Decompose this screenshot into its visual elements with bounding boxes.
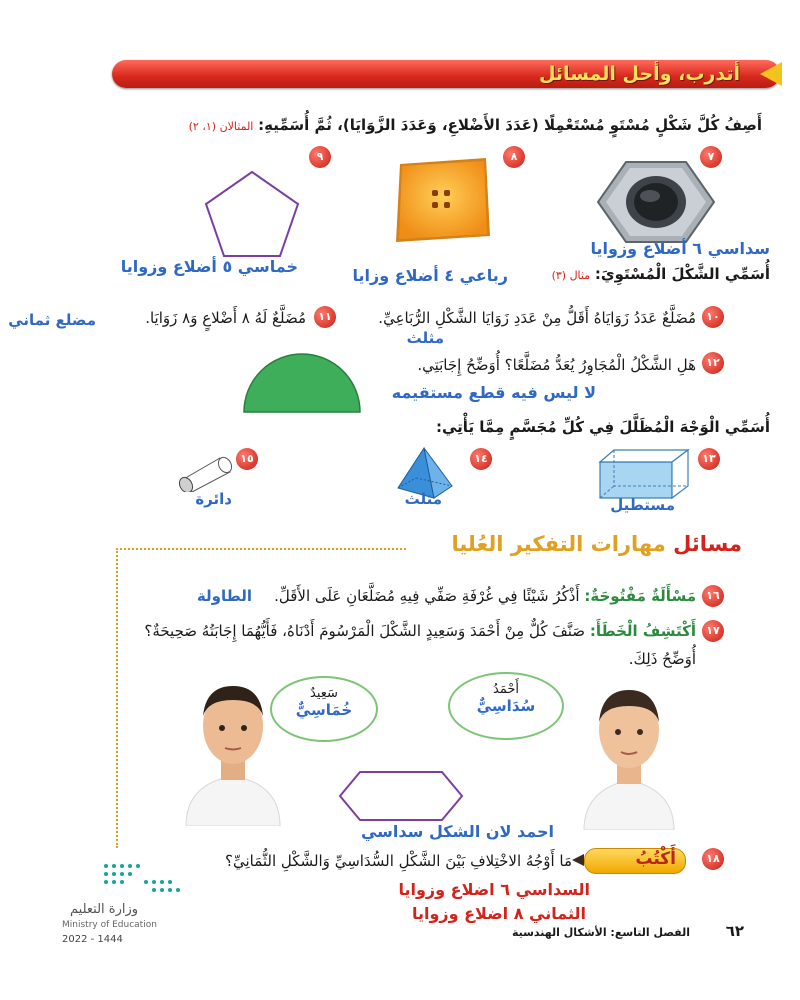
answer-11: مضلع ثماني: [8, 311, 96, 329]
saeed-speech-bubble: [270, 676, 378, 742]
ahmad-speech-bubble: [448, 672, 564, 740]
answer-8: رباعي ٤ أضلاع وزايا: [352, 266, 508, 285]
answer-18-line-1: السداسي ٦ اضلاع وزوايا: [398, 880, 590, 899]
name-section-ref: مثال (٣): [551, 269, 591, 282]
question-14-badge: ١٤: [470, 448, 492, 470]
question-11-badge: ١١: [314, 306, 336, 328]
answer-18-line-2: الثماني ٨ اضلاع وزوايا: [411, 904, 586, 923]
answer-13: مستطيل: [610, 496, 675, 514]
question-15-badge: ١٥: [236, 448, 258, 470]
header-title: أتدرب، وأحل المسائل: [538, 63, 740, 85]
ministry-logo-icon: [100, 860, 180, 894]
question-16-badge: ١٦: [702, 585, 724, 607]
question-7-badge: ٧: [700, 146, 722, 168]
instruction-ref: المثالان (١، ٢): [188, 120, 254, 133]
question-9-badge: ٩: [309, 146, 331, 168]
ahmad-name: أَحْمَدُ: [493, 682, 519, 697]
question-16-line: [274, 587, 696, 605]
question-17-line: [136, 622, 696, 640]
question-18-label: أَكْتُبُ: [635, 849, 676, 869]
square-tile-image: [392, 156, 492, 244]
answer-16: الطاولة: [196, 587, 252, 605]
pencil-tip: [572, 854, 584, 866]
ahmad-answer-word: سُدَاسِيٌّ: [476, 697, 536, 715]
hots-title-a: مسائل: [673, 532, 742, 556]
instruction-line: [22, 116, 762, 134]
saeed-name: سَعِيدٌ: [310, 686, 338, 701]
instruction-text: أَصِفُ كُلَّ شَكْلٍ مُسْتَوٍ مُسْتَعْمِلًا (عَدَدَ الأَضْلاعِ، وَعَدَدَ الزَّوَايَا)، ثُمَّ أُسَمِّيهِ:: [258, 116, 762, 134]
header-arrow: [760, 62, 782, 86]
question-10-text: مُضَلَّعٌ عَدَدُ زَوَايَاهُ أَقَلُّ مِنْ عَدَدِ زَوَايَا الشَّكْلِ الرُّبَاعِيِّ.: [378, 309, 696, 327]
question-10-badge: ١٠: [702, 306, 724, 328]
question-17-badge: ١٧: [702, 620, 724, 642]
question-11-text: مُضَلَّعٌ لَهُ ٨ أَضْلاعٍ وَ٨ زَوَايَا.: [145, 309, 306, 327]
pentagon-shape: [202, 168, 302, 260]
answer-9: خماسي ٥ أضلاع وزوايا: [120, 257, 298, 276]
answer-7: سداسي ٦ أضلاع وزوايا: [590, 239, 770, 258]
answer-17: احمد لان الشكل سداسي: [360, 822, 554, 841]
question-12-text: هَلِ الشَّكْلُ الْمُجَاوِرُ يُعَدُّ مُضَلَّعًا؟ أُوَضِّحُ إِجَابَتِي.: [417, 356, 696, 374]
answer-15: دائرة: [195, 490, 232, 508]
rectangular-prism-shape: [598, 448, 690, 500]
page-number: ٦٢: [725, 922, 744, 940]
question-12-badge: ١٢: [702, 352, 724, 374]
name-section-line: [552, 265, 770, 283]
saeed-answer-word: خُمَاسِيٌّ: [295, 701, 353, 719]
question-18-badge: ١٨: [702, 848, 724, 870]
ministry-name: وزارة التعليم: [70, 902, 139, 917]
name-section-text: أُسَمِّي الشَّكْلَ الْمُسْتَوِيَ:: [594, 265, 770, 283]
semicircle-shape: [242, 352, 362, 414]
hots-dotted-line-vertical: [116, 548, 118, 848]
question-18-text: مَا أَوْجُهُ الاخْتِلافِ بَيْنَ الشَّكْلِ السُّدَاسِيِّ وَالشَّكْلِ الثُّمَانِيِّ؟: [225, 852, 572, 870]
solids-section-text: أُسَمِّي الْوَجْهَ الْمُظَلَّلَ فِي كُلِّ مُجَسَّمٍ مِمَّا يَأْتِي:: [436, 418, 770, 436]
ahmad-boy-image: [574, 680, 684, 830]
question-13-badge: ١٣: [698, 448, 720, 470]
answer-12: لا ليس فيه قطع مستقيمه: [391, 383, 596, 402]
question-17-text-2: أُوَضِّحُ ذَلِكَ.: [628, 650, 696, 668]
hexagon-shape: [338, 770, 464, 822]
hex-nut-image: [596, 160, 716, 244]
chapter-title: الفصل التاسع: الأشكال الهندسية: [511, 926, 690, 939]
edition-year: 2022 - 1444: [62, 934, 123, 945]
ministry-name-en: Ministry of Education: [62, 920, 157, 930]
question-16-text: أَذْكُرُ شَيْئًا فِي غُرْفَةِ صَفِّي فِيهِ مُضَلَّعَانِ عَلَى الأَقَلِّ.: [274, 587, 580, 605]
question-17-text: صَنَّفَ كُلٌّ مِنْ أَحْمَدَ وَسَعِيدٍ الشَّكْلَ الْمَرْسُومَ أَدْنَاهُ، فَأَيُّهُمَا إِجَابَتُهُ صَحِيحَةٌ؟: [144, 622, 586, 640]
question-8-badge: ٨: [503, 146, 525, 168]
answer-10: مثلث: [406, 329, 444, 347]
hots-title: [451, 532, 742, 556]
hots-title-b: مهارات التفكير العُليا: [451, 532, 666, 556]
question-16-label: مَسْأَلَةٌ مَفْتُوحَةٌ:: [584, 587, 696, 605]
hots-dotted-line: [116, 548, 406, 550]
cylinder-shape: [172, 452, 238, 492]
answer-14: مثلث: [404, 490, 442, 508]
question-17-label: أَكْتَشِفُ الْخَطَأَ:: [589, 622, 696, 640]
